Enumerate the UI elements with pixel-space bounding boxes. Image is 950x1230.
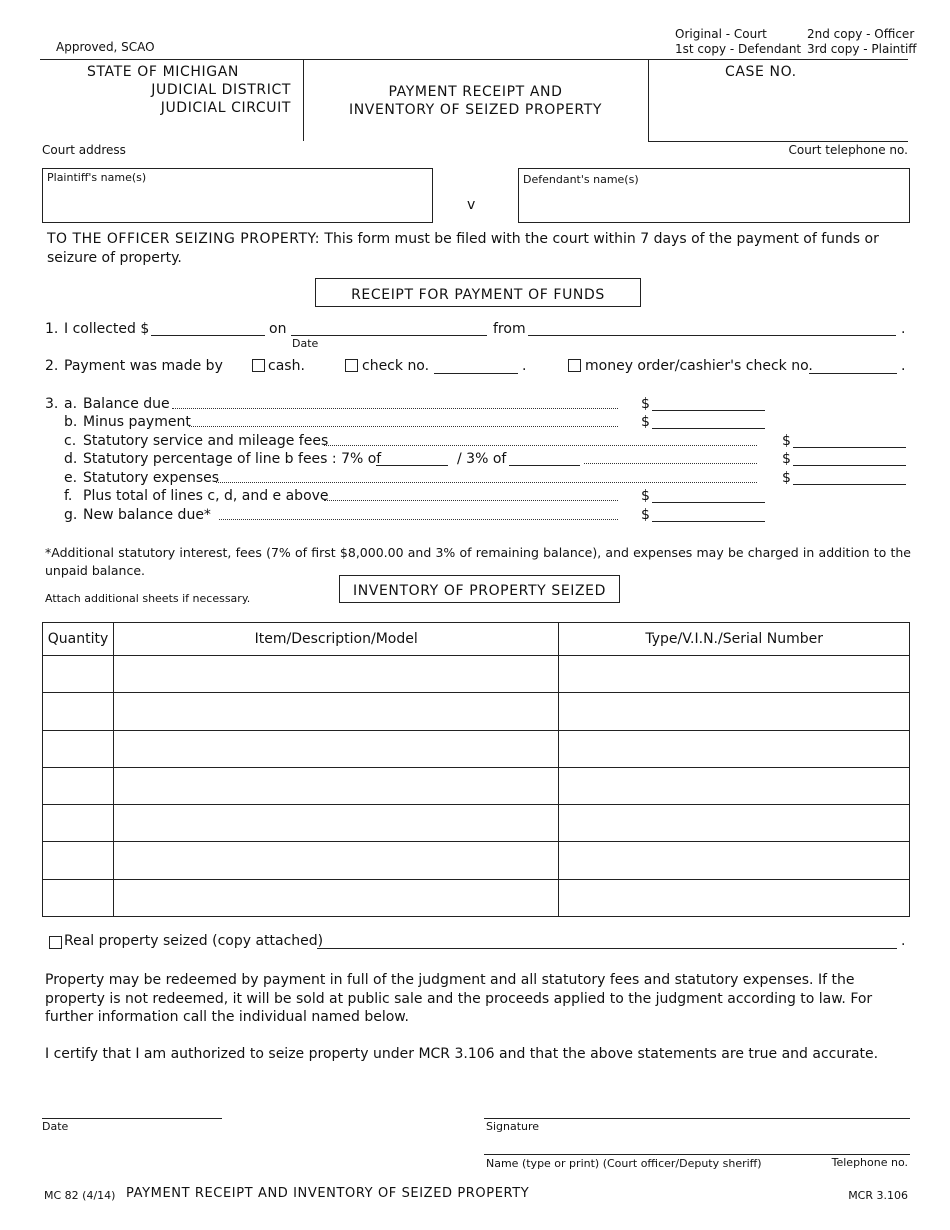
form-title-line1: PAYMENT RECEIPT AND [388, 84, 563, 100]
collected-amount-field[interactable] [151, 335, 265, 336]
plaintiff-name-label: Plaintiff's name(s) [47, 171, 147, 184]
receipt-heading [315, 278, 641, 307]
item-a-letter: a. [64, 396, 78, 412]
inventory-row [43, 730, 910, 767]
item-c-letter: c. [64, 433, 77, 449]
line2-number: 2. [45, 358, 59, 374]
quantity-cell[interactable] [43, 767, 114, 804]
check-label: check no. [362, 358, 430, 374]
signature-label: Signature [486, 1120, 540, 1133]
serial-number-cell[interactable] [559, 842, 910, 879]
inventory-row [43, 767, 910, 804]
item-d-leader [584, 463, 757, 464]
certification-statement: I certify that I am authorized to seize property under MCR 3.106 and that the above statements are true and accurate. [45, 1046, 879, 1062]
redemption-statement: Property may be redeemed by payment in full of the judgment and all statutory fees and statutory expenses. If the property is not redeemed, it will be sold at public sale and the proceeds applied to the judgment according to law. For further information call the individual named below. [45, 972, 873, 1025]
inventory-row [43, 693, 910, 730]
quantity-cell[interactable] [43, 842, 114, 879]
form-title-line2: INVENTORY OF SEIZED PROPERTY [348, 102, 603, 118]
header-top-rule [40, 59, 908, 60]
item-d-mid: / 3% of [457, 451, 507, 467]
copy-third: 3rd copy - Plaintiff [807, 42, 917, 56]
line1-number: 1. [45, 321, 59, 337]
inventory-row [43, 842, 910, 879]
line1-from-label: from [493, 321, 526, 337]
real-property-checkbox[interactable] [49, 936, 62, 949]
column-header-serial: Type/V.I.N./Serial Number [559, 623, 910, 656]
item-d-dollar: $ [782, 451, 791, 467]
line1-end: . [901, 321, 906, 337]
item-b-label: Minus payment [83, 414, 191, 430]
item-g-dollar: $ [641, 507, 650, 523]
line2-label: Payment was made by [64, 358, 223, 374]
quantity-cell[interactable] [43, 879, 114, 916]
line1-on-label: on [269, 321, 287, 337]
quantity-cell[interactable] [43, 656, 114, 693]
item-b-leader [189, 426, 618, 427]
item-b-dollar: $ [641, 414, 650, 430]
item-f-letter: f. [64, 488, 73, 504]
item-f-label: Plus total of lines c, d, and e above [83, 488, 329, 504]
item-f-dollar: $ [641, 488, 650, 504]
inventory-header-row [43, 623, 910, 656]
versus-label: v [467, 197, 476, 213]
fees-footnote: *Additional statutory interest, fees (7% of first $8,000.00 and 3% of remaining balance), and expenses may be charged in addition to the unpaid balance. [45, 545, 911, 578]
item-description-cell[interactable] [113, 730, 558, 767]
receipt-heading-text: RECEIPT FOR PAYMENT OF FUNDS [351, 287, 605, 303]
cash-checkbox[interactable] [252, 359, 265, 372]
attach-sheets-note: Attach additional sheets if necessary. [45, 592, 251, 605]
item-c-leader [324, 445, 757, 446]
inventory-row [43, 805, 910, 842]
money-order-checkbox[interactable] [568, 359, 581, 372]
item-d-label: Statutory percentage of line b fees : 7% of [83, 451, 382, 467]
inventory-row [43, 879, 910, 916]
header-divider-left [303, 59, 304, 141]
minus-payment-field[interactable] [652, 428, 765, 429]
column-header-quantity: Quantity [43, 623, 114, 656]
quantity-cell[interactable] [43, 805, 114, 842]
approved-label: Approved, SCAO [56, 40, 155, 54]
item-e-letter: e. [64, 470, 78, 486]
officer-instruction [47, 230, 913, 267]
item-description-cell[interactable] [113, 842, 558, 879]
item-a-dollar: $ [641, 396, 650, 412]
item-description-cell[interactable] [113, 767, 558, 804]
check-number-field[interactable] [434, 373, 518, 374]
item-c-label: Statutory service and mileage fees [83, 433, 329, 449]
real-property-end: . [901, 933, 906, 949]
payer-name-field[interactable] [528, 335, 896, 336]
item-description-cell[interactable] [113, 656, 558, 693]
check-checkbox[interactable] [345, 359, 358, 372]
item-f-leader [324, 500, 618, 501]
officer-name-label: Name (type or print) (Court officer/Deputy sheriff) [486, 1157, 762, 1170]
payment-date-field[interactable] [291, 335, 487, 336]
total-cde-field[interactable] [652, 502, 765, 503]
item-a-label: Balance due [83, 396, 170, 412]
signature-field[interactable] [484, 1118, 910, 1119]
defendant-name-label: Defendant's name(s) [523, 173, 639, 186]
district-label: JUDICIAL DISTRICT [151, 82, 291, 98]
quantity-cell[interactable] [43, 693, 114, 730]
percentage-fees-field[interactable] [793, 465, 906, 466]
column-header-item: Item/Description/Model [113, 623, 558, 656]
serial-number-cell[interactable] [559, 879, 910, 916]
new-balance-field[interactable] [652, 521, 765, 522]
court-rule: MCR 3.106 [848, 1189, 908, 1202]
serial-number-cell[interactable] [559, 656, 910, 693]
three-percent-base-field[interactable] [509, 465, 580, 466]
inventory-row [43, 656, 910, 693]
real-property-description-field[interactable] [317, 948, 897, 949]
officer-name-field[interactable] [484, 1154, 910, 1155]
quantity-cell[interactable] [43, 730, 114, 767]
item-g-letter: g. [64, 507, 78, 523]
court-telephone-label: Court telephone no. [788, 143, 908, 157]
item-description-cell[interactable] [113, 693, 558, 730]
serial-number-cell[interactable] [559, 805, 910, 842]
serial-number-cell[interactable] [559, 767, 910, 804]
balance-due-field[interactable] [652, 410, 765, 411]
inventory-heading-text: INVENTORY OF PROPERTY SEIZED [352, 583, 607, 599]
plaintiff-name-field[interactable] [42, 168, 433, 223]
court-address-label: Court address [42, 143, 126, 157]
telephone-label: Telephone no. [831, 1156, 908, 1169]
real-property-label: Real property seized (copy attached) [64, 933, 324, 949]
copy-original: Original - Court [675, 27, 767, 41]
line1-collected-label: I collected $ [64, 321, 150, 337]
money-order-number-field[interactable] [809, 373, 897, 374]
serial-number-cell[interactable] [559, 730, 910, 767]
form-number: MC 82 (4/14) [44, 1189, 116, 1202]
copy-second: 2nd copy - Officer [807, 27, 915, 41]
case-no-label: CASE NO. [725, 64, 797, 80]
line3-number: 3. [45, 396, 59, 412]
date-sublabel: Date [292, 337, 319, 350]
money-order-label: money order/cashier's check no. [585, 358, 813, 374]
item-e-dollar: $ [782, 470, 791, 486]
seven-percent-base-field[interactable] [376, 465, 448, 466]
cash-label: cash. [268, 358, 305, 374]
item-a-leader [172, 408, 618, 409]
item-g-label: New balance due* [83, 507, 211, 523]
header-divider-right [648, 59, 649, 141]
item-e-label: Statutory expenses [83, 470, 220, 486]
serial-number-cell[interactable] [559, 693, 910, 730]
check-end: . [522, 358, 527, 374]
item-e-leader [216, 482, 757, 483]
case-box-bottom [648, 141, 908, 142]
service-mileage-fees-field[interactable] [793, 447, 906, 448]
circuit-label: JUDICIAL CIRCUIT [160, 100, 291, 116]
date-signed-field[interactable] [42, 1118, 222, 1119]
date-signed-label: Date [42, 1120, 69, 1133]
state-label: STATE OF MICHIGAN [87, 64, 239, 80]
item-c-dollar: $ [782, 433, 791, 449]
inventory-body [43, 656, 910, 917]
item-g-leader [219, 519, 618, 520]
copy-first: 1st copy - Defendant [675, 42, 802, 56]
officer-instruction-text: This form must be filed with the court within 7 days of the payment of funds or seizure of property. [47, 231, 879, 266]
statutory-expenses-field[interactable] [793, 484, 906, 485]
item-d-letter: d. [64, 451, 78, 467]
inventory-table [42, 622, 910, 917]
footer-title: PAYMENT RECEIPT AND INVENTORY OF SEIZED PROPERTY [126, 1186, 530, 1201]
item-b-letter: b. [64, 414, 78, 430]
inventory-heading [339, 575, 620, 603]
officer-instruction-lead: TO THE OFFICER SEIZING PROPERTY: [47, 231, 320, 247]
item-description-cell[interactable] [113, 879, 558, 916]
item-description-cell[interactable] [113, 805, 558, 842]
line2-end: . [901, 358, 906, 374]
defendant-name-field[interactable] [518, 168, 910, 223]
